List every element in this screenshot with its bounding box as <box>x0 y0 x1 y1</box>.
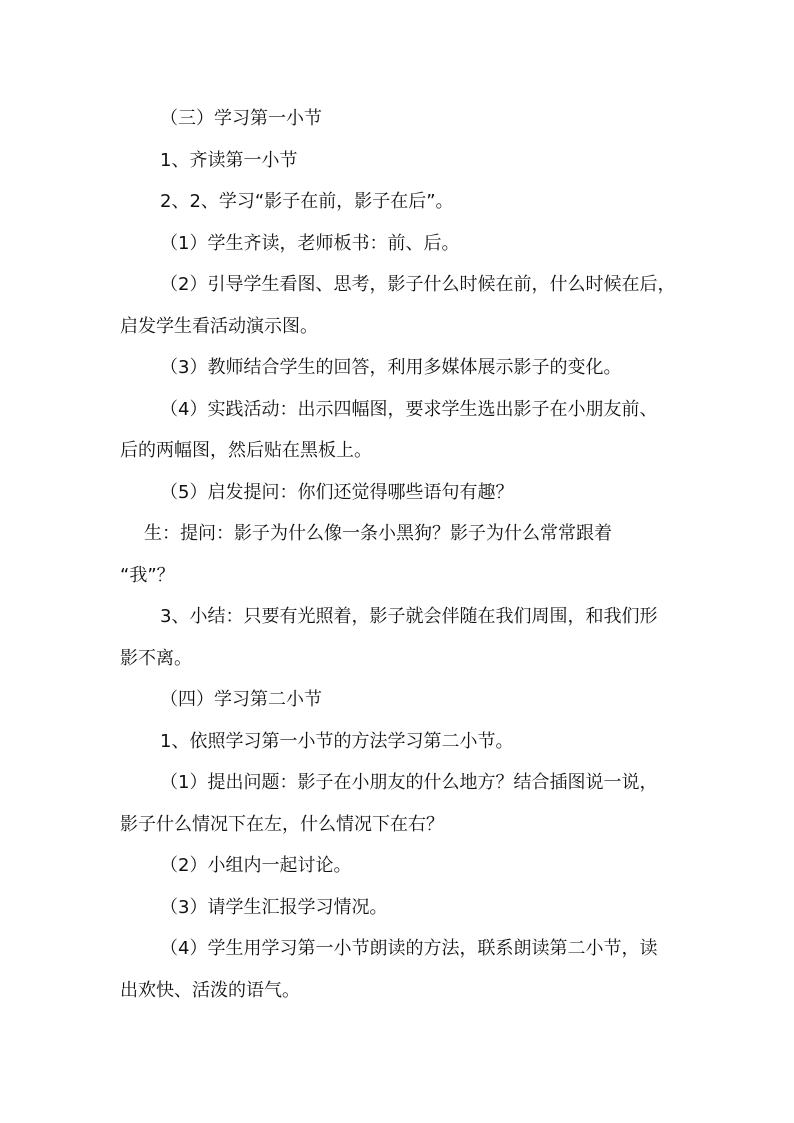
section3-subitem-2-line-2: 启发学生看活动演示图。 <box>120 315 318 337</box>
section3-item-1: 1、齐读第一小节 <box>160 149 298 171</box>
section3-subitem-2-line-1: （2）引导学生看图、思考，影子什么时候在前，什么时候在后， <box>160 274 676 295</box>
section4-subitem-2: （2）小组内一起讨论。 <box>160 855 352 876</box>
section3-item-3-line-1: 3、小结：只要有光照着，影子就会伴随在我们周围，和我们形 <box>160 606 658 627</box>
section4-subitem-3: （3）请学生汇报学习情况。 <box>160 896 388 918</box>
section3-subitem-4-line-2: 后的两幅图，然后贴在黑板上。 <box>120 440 372 461</box>
section3-subitem-5: （5）启发提问：你们还觉得哪些语句有趣？ <box>160 481 514 503</box>
section3-subitem-3: （3）教师结合学生的回答，利用多媒体展示影子的变化。 <box>160 357 622 378</box>
section3-student-question-line-1: 生：提问：影子为什么像一条小黑狗？影子为什么常常跟着 <box>144 523 612 544</box>
section4-subitem-4-line-1: （4）学生用学习第一小节朗读的方法，联系朗读第二小节，读 <box>160 938 658 959</box>
section3-student-question-line-2: “我”？ <box>120 564 175 586</box>
section4-subitem-1-line-1: （1）提出问题：影子在小朋友的什么地方？结合插图说一说， <box>160 772 658 793</box>
section4-subitem-1-line-2: 影子什么情况下在左，什么情况下在右？ <box>120 813 444 835</box>
section3-subitem-4-line-1: （4）实践活动：出示四幅图，要求学生选出影子在小朋友前、 <box>160 398 658 420</box>
section-heading-3: （三）学习第一小节 <box>160 108 322 129</box>
section3-item-3-line-2: 影不离。 <box>120 647 192 669</box>
document-body <box>120 98 680 1011</box>
section-heading-4: （四）学习第二小节 <box>160 689 322 710</box>
section3-item-2: 2、2、学习“影子在前，影子在后”。 <box>160 191 454 212</box>
section4-item-1: 1、依照学习第一小节的方法学习第二小节。 <box>160 730 514 752</box>
section4-subitem-4-line-2: 出欢快、活泼的语气。 <box>120 979 300 1001</box>
section3-subitem-1: （1）学生齐读，老师板书：前、后。 <box>160 232 460 254</box>
